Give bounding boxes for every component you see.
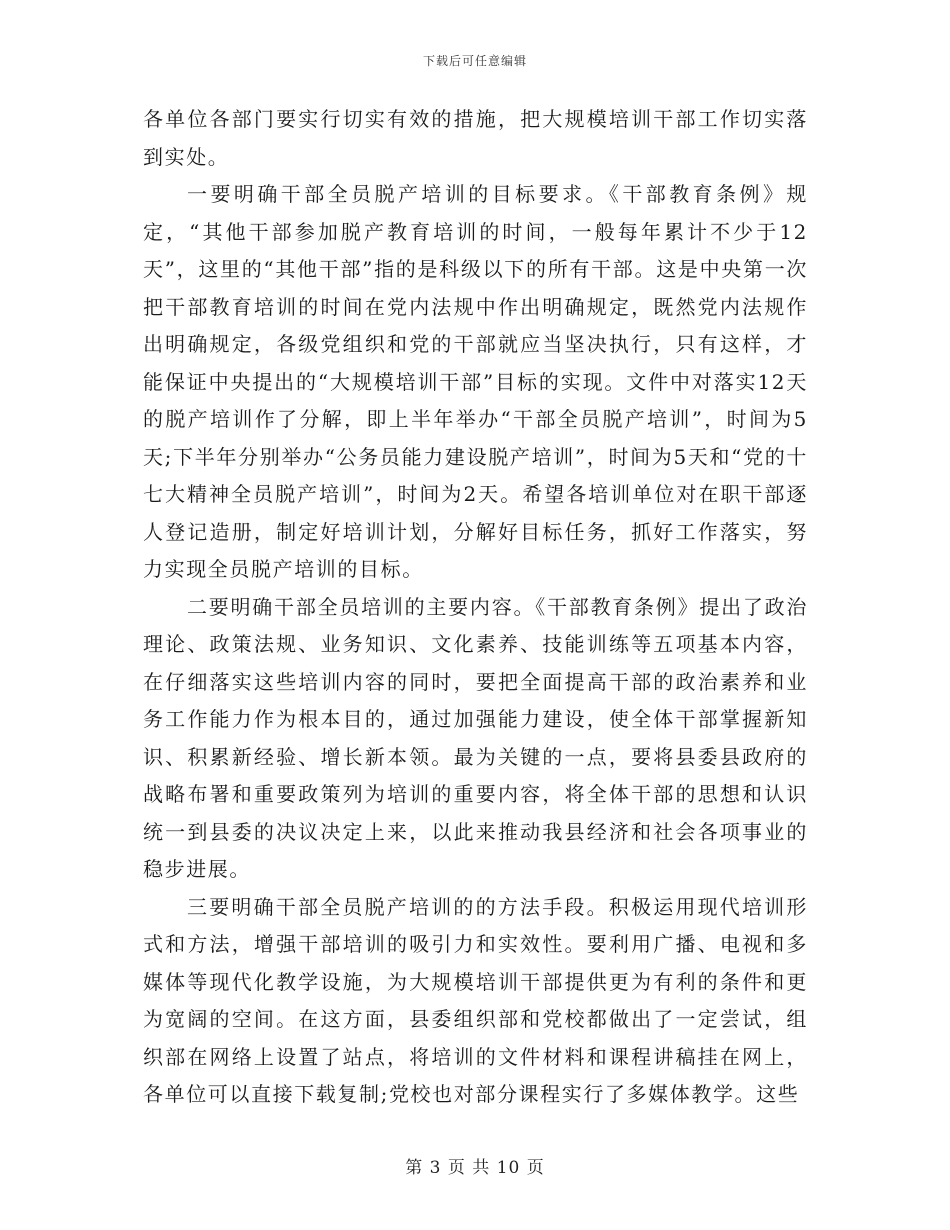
document-body <box>143 101 808 1114</box>
paragraph-target-requirements: 一要明确干部全员脱产培训的目标要求。《干部教育条例》规定，“其他干部参加脱产教育培训的时间，一般每年累计不少于12天”，这里的“其他干部”指的是科级以下的所有干部。这是中央第一次把干部教育培训的时间在党内法规中作出明确规定，既然党内法规作出明确规定，各级党组织和党的干部就应当坚决执行，只有这样，才能保证中央提出的“大规模培训干部”目标的实现。文件中对落实12天的脱产培训作了分解，即上半年举办“干部全员脱产培训”，时间为5天;下半年分别举办“公务员能力建设脱产培训”，时间为5天和“党的十七大精神全员脱产培训”，时间为2天。希望各培训单位对在职干部逐人登记造册，制定好培训计划，分解好目标任务，抓好工作落实，努力实现全员脱产培训的目标。 <box>143 182 808 581</box>
header-note: 下载后可任意编辑 <box>422 54 527 68</box>
page-number: 第 3 页 共 10 页 <box>405 1158 545 1178</box>
paragraph-continuation: 各单位各部门要实行切实有效的措施，把大规模培训干部工作切实落到实处。 <box>143 107 808 169</box>
paragraph-methods: 三要明确干部全员脱产培训的的方法手段。积极运用现代培训形式和方法，增强干部培训的吸引力和实效性。要利用广播、电视和多媒体等现代化教学设施，为大规模培训干部提供更为有利的条件和更为宽阔的空间。在这方面，县委组织部和党校都做出了一定尝试，组织部在网络上设置了站点，将培训的文件材料和课程讲稿挂在网上，各单位可以直接下载复制;党校也对部分课程实行了多媒体教学。这些 <box>143 894 808 1106</box>
paragraph-main-content: 二要明确干部全员培训的主要内容。《干部教育条例》提出了政治理论、政策法规、业务知识、文化素养、技能训练等五项基本内容，在仔细落实这些培训内容的同时，要把全面提高干部的政治素养和业务工作能力作为根本目的，通过加强能力建设，使全体干部掌握新知识、积累新经验、增长新本领。最为关键的一点，要将县委县政府的战略布署和重要政策列为培训的重要内容，将全体干部的思想和认识统一到县委的决议决定上来，以此来推动我县经济和社会各项事业的稳步进展。 <box>143 594 808 881</box>
